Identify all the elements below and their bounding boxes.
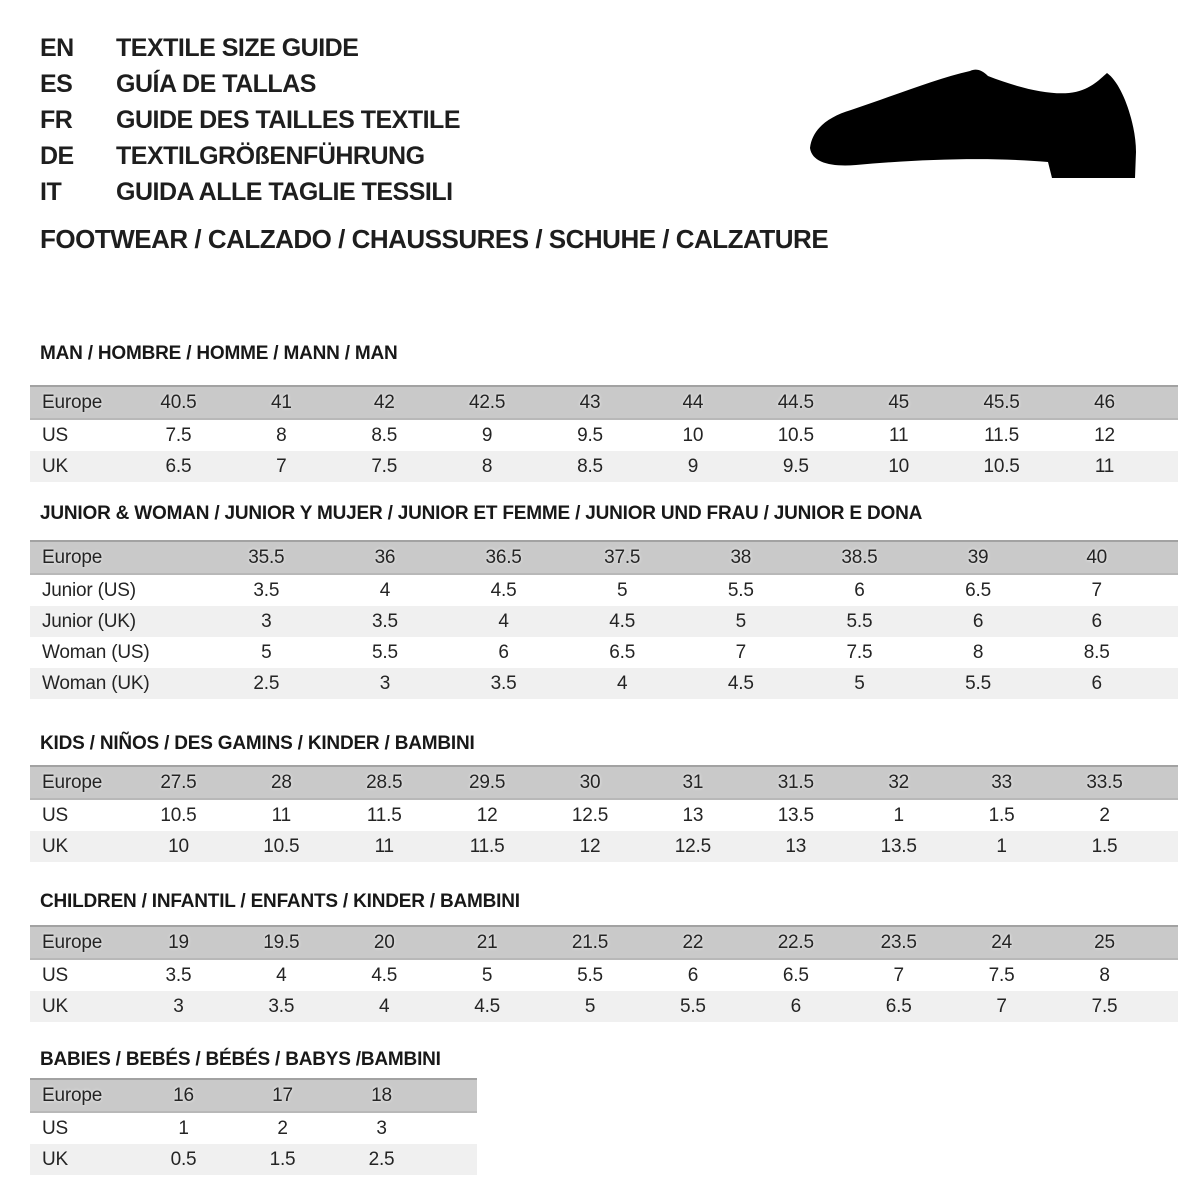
- size-cell: 3.5: [326, 606, 445, 637]
- size-cell: 3: [376, 1117, 387, 1139]
- guide-title: GUIDA ALLE TAGLIE TESSILI: [116, 177, 453, 206]
- size-cell: 21.5: [539, 926, 642, 959]
- size-cell: 4: [563, 668, 682, 699]
- size-cell: 16: [134, 1079, 233, 1112]
- spacer-cell: [1156, 959, 1178, 991]
- table-row: [30, 1144, 477, 1175]
- size-cell: 37.5: [563, 541, 682, 574]
- table-row: [30, 831, 1178, 862]
- table-row: [30, 419, 1178, 451]
- size-table-kids: [30, 765, 1178, 862]
- size-cell: 11.5: [984, 424, 1019, 446]
- table-row: [30, 668, 1178, 699]
- size-cell: 43: [539, 386, 642, 419]
- size-cell: 1: [950, 831, 1053, 862]
- row-label: US: [42, 804, 68, 826]
- size-cell: 5.5: [727, 579, 754, 601]
- spacer-cell: [1156, 451, 1178, 482]
- table-row: [30, 451, 1178, 482]
- size-cell: 11: [333, 831, 436, 862]
- size-cell: 12: [476, 804, 498, 826]
- row-label: UK: [30, 831, 127, 862]
- table-header-row: [30, 541, 1178, 574]
- size-cell: 11.5: [436, 831, 539, 862]
- row-label: Europe: [30, 766, 127, 799]
- size-cell: 10: [127, 831, 230, 862]
- size-cell: 4: [444, 606, 563, 637]
- row-label: UK: [30, 451, 127, 482]
- size-cell: 2: [1099, 804, 1110, 826]
- spacer-cell: [1156, 991, 1178, 1022]
- size-cell: 45: [847, 386, 950, 419]
- size-cell: 6: [687, 964, 699, 986]
- size-cell: 5.5: [800, 606, 919, 637]
- size-cell: 28.5: [333, 766, 436, 799]
- size-cell: 13: [682, 804, 704, 826]
- size-cell: 36: [326, 541, 445, 574]
- language-code: EN: [40, 33, 74, 62]
- row-label: Junior (UK): [30, 606, 207, 637]
- section-title: MAN / HOMBRE / HOMME / MANN / MAN: [40, 343, 398, 364]
- size-cell: 13.5: [777, 804, 814, 826]
- size-cell: 42: [333, 386, 436, 419]
- size-cell: 13: [744, 831, 847, 862]
- size-cell: 2.5: [332, 1144, 431, 1175]
- table-row: [30, 991, 1178, 1022]
- size-cell: 18: [332, 1079, 431, 1112]
- table-row: [30, 574, 1178, 606]
- size-cell: 40.5: [127, 386, 230, 419]
- table-row: [30, 637, 1178, 668]
- language-title-block: [40, 30, 460, 210]
- size-cell: 3: [207, 606, 326, 637]
- size-cell: 11.5: [366, 804, 402, 826]
- spacer-cell: [1156, 541, 1178, 574]
- size-cell: 5: [682, 606, 801, 637]
- size-cell: 5.5: [372, 641, 398, 663]
- size-cell: 9: [641, 451, 744, 482]
- size-cell: 3.5: [444, 668, 563, 699]
- size-cell: 39: [919, 541, 1038, 574]
- size-cell: 7: [1091, 579, 1102, 601]
- size-cell: 31.5: [744, 766, 847, 799]
- size-cell: 6.5: [965, 579, 991, 601]
- size-cell: 8: [972, 641, 984, 663]
- size-cell: 5.5: [919, 668, 1038, 699]
- table-header-row: [30, 1079, 477, 1112]
- size-cell: 11: [889, 424, 909, 446]
- size-cell: 7: [893, 964, 904, 986]
- size-cell: 3.5: [253, 579, 280, 601]
- size-cell: 41: [230, 386, 333, 419]
- size-cell: 25: [1053, 926, 1156, 959]
- size-cell: 19.5: [230, 926, 333, 959]
- size-cell: 7.5: [846, 641, 873, 663]
- spacer-cell: [1156, 668, 1178, 699]
- row-label: Europe: [30, 386, 127, 419]
- size-cell: 20: [333, 926, 436, 959]
- size-cell: 10: [682, 424, 704, 446]
- row-label: US: [42, 964, 68, 986]
- row-label: Europe: [30, 926, 127, 959]
- row-label: UK: [30, 1144, 134, 1175]
- size-cell: 1: [893, 804, 904, 826]
- row-label: Europe: [30, 541, 207, 574]
- language-row: [40, 66, 460, 102]
- size-cell: 8: [436, 451, 539, 482]
- shoe-icon: [800, 64, 1144, 186]
- row-label: US: [42, 1117, 68, 1139]
- size-cell: 6: [498, 641, 509, 663]
- spacer-cell: [1156, 574, 1178, 606]
- language-row: [40, 102, 460, 138]
- size-cell: 3.5: [230, 991, 333, 1022]
- size-cell: 5.5: [577, 964, 603, 986]
- size-cell: 4.5: [371, 964, 398, 986]
- spacer-cell: [1156, 386, 1178, 419]
- size-cell: 30: [539, 766, 642, 799]
- size-cell: 7: [735, 641, 746, 663]
- category-line: FOOTWEAR / CALZADO / CHAUSSURES / SCHUHE / CALZATURE: [40, 224, 829, 254]
- table-header-row: [30, 766, 1178, 799]
- spacer-cell: [431, 1079, 477, 1112]
- size-cell: 8: [276, 424, 287, 446]
- row-label: UK: [30, 991, 127, 1022]
- size-cell: 7.5: [988, 964, 1015, 986]
- size-cell: 5.5: [641, 991, 744, 1022]
- size-cell: 3: [127, 991, 230, 1022]
- size-cell: 6.5: [609, 641, 636, 663]
- size-cell: 12: [1094, 424, 1115, 446]
- size-cell: 22.5: [744, 926, 847, 959]
- size-cell: 7.5: [1053, 991, 1156, 1022]
- size-cell: 17: [233, 1079, 332, 1112]
- size-cell: 0.5: [134, 1144, 233, 1175]
- language-code: ES: [40, 69, 73, 98]
- section-title: JUNIOR & WOMAN / JUNIOR Y MUJER / JUNIOR ET FEMME / JUNIOR UND FRAU / JUNIOR E DONA: [40, 503, 923, 524]
- size-table-babies: [30, 1078, 477, 1175]
- size-cell: 21: [436, 926, 539, 959]
- size-cell: 9: [481, 424, 493, 446]
- spacer-cell: [1156, 606, 1178, 637]
- size-cell: 7: [950, 991, 1053, 1022]
- table-row: [30, 959, 1178, 991]
- spacer-cell: [1156, 926, 1178, 959]
- size-cell: 38.5: [800, 541, 919, 574]
- row-label: Woman (UK): [30, 668, 207, 699]
- size-cell: 4.5: [490, 579, 517, 601]
- size-cell: 10.5: [950, 451, 1053, 482]
- language-row: [40, 30, 460, 66]
- table-row: [30, 606, 1178, 637]
- size-cell: 31: [641, 766, 744, 799]
- size-cell: 6: [744, 991, 847, 1022]
- table-header-row: [30, 386, 1178, 419]
- size-cell: 5: [539, 991, 642, 1022]
- size-cell: 24: [950, 926, 1053, 959]
- size-cell: 33: [950, 766, 1053, 799]
- size-cell: 10.5: [160, 804, 197, 826]
- size-cell: 11: [271, 804, 291, 826]
- size-cell: 1.5: [233, 1144, 332, 1175]
- row-label: Woman (US): [42, 641, 150, 663]
- size-cell: 19: [127, 926, 230, 959]
- size-cell: 27.5: [127, 766, 230, 799]
- language-code: DE: [40, 141, 74, 170]
- size-section-man: [30, 343, 1178, 482]
- size-cell: 10: [847, 451, 950, 482]
- table-row: [30, 1112, 477, 1144]
- size-cell: 4.5: [436, 991, 539, 1022]
- language-code: IT: [40, 177, 62, 206]
- size-cell: 22: [641, 926, 744, 959]
- size-cell: 45.5: [950, 386, 1053, 419]
- size-cell: 8.5: [539, 451, 642, 482]
- section-title: CHILDREN / INFANTIL / ENFANTS / KINDER / BAMBINI: [40, 891, 520, 912]
- size-cell: 8: [1099, 964, 1110, 986]
- size-cell: 6: [1037, 668, 1156, 699]
- size-cell: 7.5: [333, 451, 436, 482]
- size-cell: 40: [1037, 541, 1156, 574]
- size-cell: 38: [682, 541, 801, 574]
- size-cell: 44: [641, 386, 744, 419]
- size-table-man: [30, 385, 1178, 482]
- table-header-row: [30, 926, 1178, 959]
- spacer-cell: [1156, 831, 1178, 862]
- table-row: [30, 799, 1178, 831]
- size-cell: 32: [847, 766, 950, 799]
- size-cell: 7: [230, 451, 333, 482]
- size-cell: 4.5: [682, 668, 801, 699]
- size-cell: 44.5: [744, 386, 847, 419]
- size-cell: 7.5: [165, 424, 192, 446]
- size-cell: 2.5: [207, 668, 326, 699]
- size-cell: 12.5: [571, 804, 609, 826]
- size-cell: 5: [800, 668, 919, 699]
- size-cell: 10.5: [777, 424, 814, 446]
- size-cell: 28: [230, 766, 333, 799]
- size-cell: 5: [481, 964, 493, 986]
- size-cell: 33.5: [1053, 766, 1156, 799]
- size-cell: 29.5: [436, 766, 539, 799]
- size-table-children: [30, 925, 1178, 1022]
- size-cell: 42.5: [436, 386, 539, 419]
- row-label: Junior (US): [42, 579, 136, 601]
- size-cell: 36.5: [444, 541, 563, 574]
- guide-title: GUIDE DES TAILLES TEXTILE: [116, 105, 461, 134]
- guide-title: TEXTILE SIZE GUIDE: [116, 33, 359, 62]
- size-section-babies: [30, 1049, 1178, 1175]
- size-cell: 4: [333, 991, 436, 1022]
- language-row: [40, 174, 460, 210]
- guide-title: TEXTILGRÖßENFÜHRUNG: [116, 141, 425, 170]
- spacer-cell: [431, 1112, 477, 1144]
- size-cell: 6: [919, 606, 1038, 637]
- section-title: KIDS / NIÑOS / DES GAMINS / KINDER / BAMBINI: [40, 733, 475, 754]
- size-cell: 11: [1053, 451, 1156, 482]
- size-cell: 12.5: [641, 831, 744, 862]
- size-cell: 5: [617, 579, 628, 601]
- size-section-junior-woman: [30, 503, 1178, 699]
- spacer-cell: [1156, 766, 1178, 799]
- size-cell: 6: [1037, 606, 1156, 637]
- size-cell: 3.5: [165, 964, 192, 986]
- row-label: Europe: [30, 1079, 134, 1112]
- size-cell: 9.5: [577, 424, 603, 446]
- size-cell: 23.5: [847, 926, 950, 959]
- language-row: [40, 138, 460, 174]
- size-cell: 4: [276, 964, 287, 986]
- guide-title: GUÍA DE TALLAS: [116, 69, 316, 98]
- language-code: FR: [40, 105, 73, 134]
- size-cell: 8.5: [1083, 641, 1110, 663]
- spacer-cell: [1156, 799, 1178, 831]
- size-cell: 6.5: [847, 991, 950, 1022]
- size-cell: 4: [379, 579, 391, 601]
- spacer-cell: [1156, 419, 1178, 451]
- size-cell: 9.5: [744, 451, 847, 482]
- size-section-children: [30, 891, 1178, 1022]
- size-cell: 12: [539, 831, 642, 862]
- size-cell: 4.5: [563, 606, 682, 637]
- size-section-kids: [30, 733, 1178, 862]
- size-cell: 6: [854, 579, 865, 601]
- size-cell: 3: [326, 668, 445, 699]
- size-cell: 6.5: [782, 964, 809, 986]
- size-cell: 10.5: [230, 831, 333, 862]
- size-table-junior-woman: [30, 540, 1178, 699]
- section-title: BABIES / BEBÉS / BÉBÉS / BABYS /BAMBINI: [40, 1049, 441, 1070]
- size-cell: 1: [178, 1117, 189, 1139]
- size-cell: 1.5: [988, 804, 1015, 826]
- size-cell: 13.5: [847, 831, 950, 862]
- size-cell: 2: [277, 1117, 288, 1139]
- spacer-cell: [1156, 637, 1178, 668]
- size-cell: 46: [1053, 386, 1156, 419]
- spacer-cell: [431, 1144, 477, 1175]
- size-cell: 35.5: [207, 541, 326, 574]
- size-cell: 5: [261, 641, 272, 663]
- size-cell: 8.5: [371, 424, 398, 446]
- row-label: US: [42, 424, 68, 446]
- size-cell: 1.5: [1053, 831, 1156, 862]
- size-cell: 6.5: [127, 451, 230, 482]
